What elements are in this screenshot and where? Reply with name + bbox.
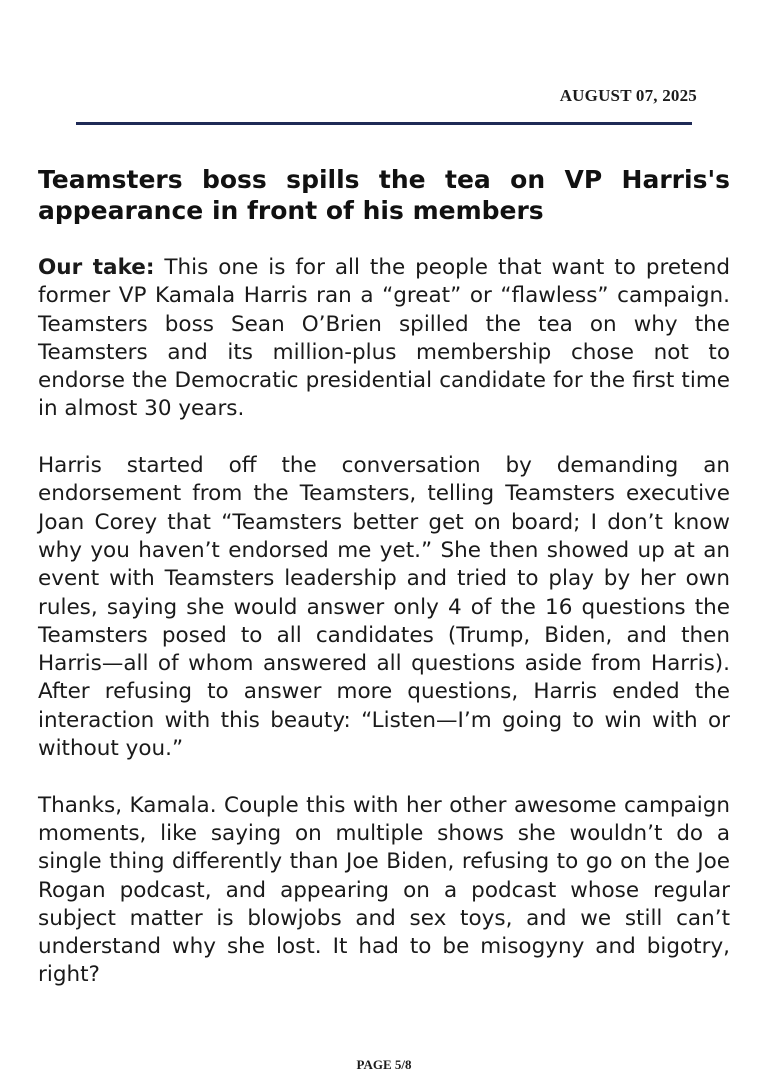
lead-label: Our take: xyxy=(38,255,155,280)
article-body xyxy=(38,254,730,1018)
body-paragraph: Harris started off the conversation by demanding an endorsement from the Teamsters, telling Teamsters executive Joan Corey that “Teamsters better get on board; I don’t know why you haven’t endorsed me yet.” She then showed up at an event with Teamsters leadership and tried to play by her own rules, saying she would answer only 4 of the 16 questions the Teamsters posed to all candidates (Trump, Biden, and then Harris—all of whom answered all questions aside from Harris). After refusing to answer more questions, Harris ended the interaction with this beauty: “Listen—I’m going to win with or without you.” xyxy=(38,453,730,762)
issue-date: AUGUST 07, 2025 xyxy=(559,86,697,105)
lead-paragraph xyxy=(38,254,730,424)
header-divider xyxy=(76,122,692,125)
article-title: Teamsters boss spills the tea on VP Harris's appearance in front of his members xyxy=(38,165,730,225)
page-number: PAGE 5/8 xyxy=(356,1057,412,1072)
lead-text: This one is for all the people that want to pretend former VP Kamala Harris ran a “great” or “flawless” campaign. Teamsters boss Sean O’Brien spilled the tea on why the Teamsters and its million-plus membership chose not to endorse the Democratic presidential candidate for the first time in almost 30 years. xyxy=(38,255,731,422)
body-paragraph: Thanks, Kamala. Couple this with her other awesome campaign moments, like saying on multiple shows she wouldn’t do a single thing differently than Joe Biden, refusing to go on the Joe Rogan podcast, and appearing on a podcast whose regular subject matter is blowjobs and sex toys, and we still can’t understand why she lost. It had to be misogyny and bigotry, right? xyxy=(38,792,730,988)
